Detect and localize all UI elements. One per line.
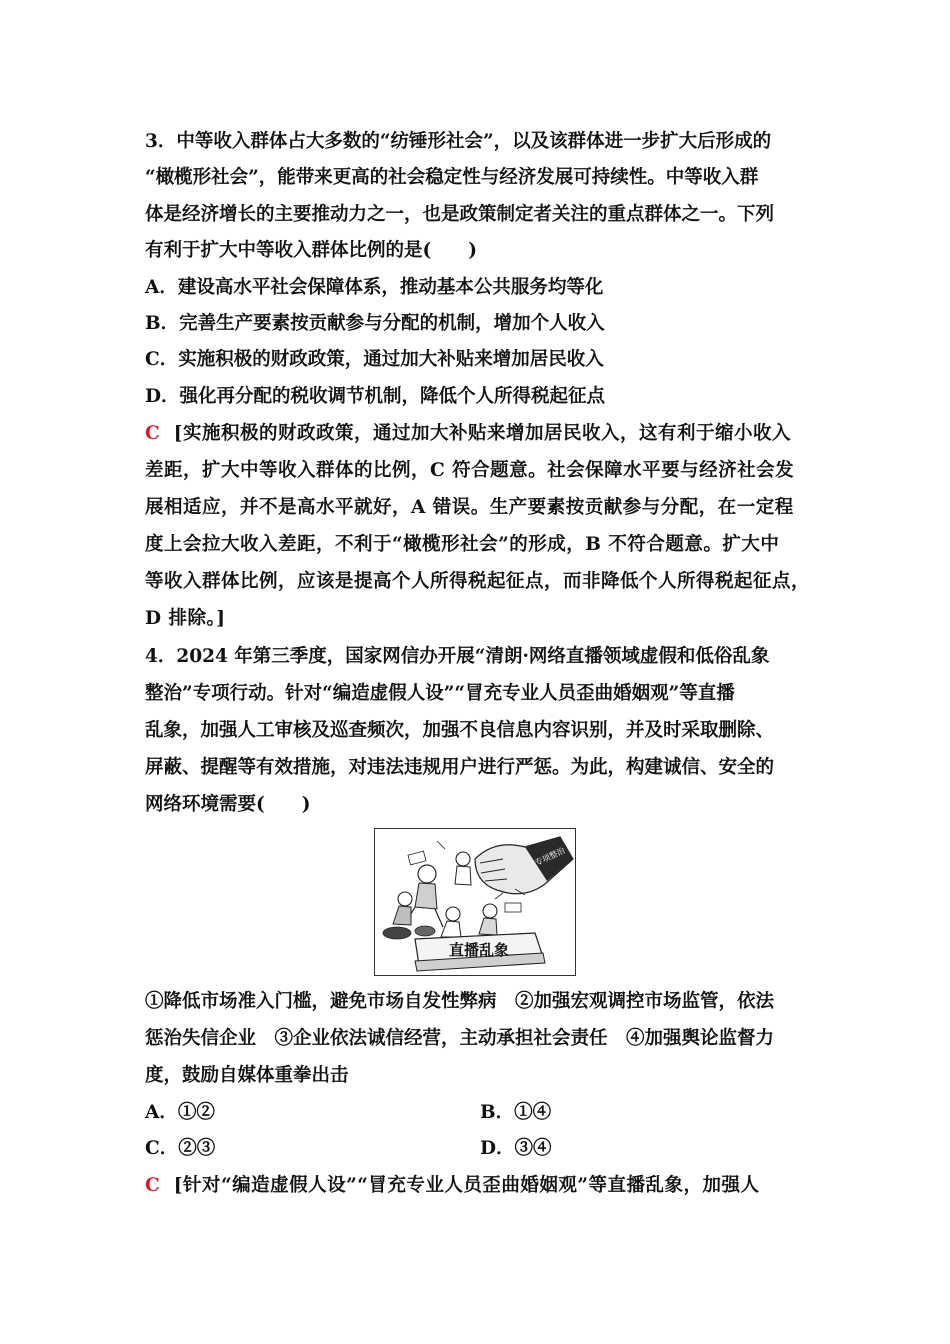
q4-explanation-1: [针对“编造虚假人设”“冒充专业人员歪曲婚姻观”等直播乱象，加强人 bbox=[173, 1175, 760, 1196]
q3-stem-line-4: 有利于扩大中等收入群体比例的是( ) bbox=[145, 240, 478, 261]
q3-explanation-3: 展相适应，并不是高水平就好，A 错误。生产要素按贡献参与分配，在一定程 bbox=[145, 497, 794, 518]
q4-stem-line-3: 乱象，加强人工审核及巡查频次，加强不良信息内容识别，并及时采取删除、 bbox=[145, 720, 775, 741]
q3-option-d: D．强化再分配的税收调节机制，降低个人所得税起征点 bbox=[145, 386, 606, 407]
q3-stem-line-3: 体是经济增长的主要推动力之一，也是政策制定者关注的重点群体之一。下列 bbox=[145, 204, 775, 225]
q4-stem-line-1: 4．2024 年第三季度，国家网信办开展“清朗·网络直播领域虚假和低俗乱象 bbox=[145, 646, 770, 667]
q4-answer-key: C bbox=[145, 1175, 160, 1196]
q4-statements-line-2: 惩治失信企业 ③企业依法诚信经营，主动承担社会责任 ④加强舆论监督力 bbox=[145, 1028, 775, 1049]
q4-stem-line-4: 屏蔽、提醒等有效措施，对违法违规用户进行严惩。为此，构建诚信、安全的 bbox=[145, 757, 775, 778]
q4-stem-line-5: 网络环境需要( ) bbox=[145, 794, 311, 815]
q3-stem-line-2: “橄榄形社会”，能带来更高的社会稳定性与经济发展可持续性。中等收入群 bbox=[145, 167, 759, 188]
q3-explanation-6: D 排除。] bbox=[145, 608, 226, 629]
fist-label: 专项整治 bbox=[533, 845, 567, 868]
q3-option-b: B．完善生产要素按贡献参与分配的机制，增加个人收入 bbox=[145, 313, 605, 334]
q3-stem-line-1: 3．中等收入群体占大多数的“纺锤形社会”，以及该群体进一步扩大后形成的 bbox=[145, 131, 772, 152]
q3-answer-line-1 bbox=[145, 422, 815, 446]
q3-option-a: A．建设高水平社会保障体系，推动基本公共服务均等化 bbox=[145, 277, 604, 298]
q3-explanation-5: 等收入群体比例，应该是提高个人所得税起征点，而非降低个人所得税起征点， bbox=[145, 571, 811, 592]
cartoon-figure bbox=[374, 828, 576, 976]
q4-statements-line-1: ①降低市场准入门槛，避免市场自发性弊病 ②加强宏观调控市场监管，依法 bbox=[145, 991, 775, 1012]
q4-answer-line-1 bbox=[145, 1174, 815, 1198]
q4-stem-line-2: 整治”专项行动。针对“编造虚假人设”“冒充专业人员歪曲婚姻观”等直播 bbox=[145, 683, 735, 704]
banner-text: 直播乱象 bbox=[448, 941, 510, 959]
cartoon-illustration bbox=[375, 829, 575, 975]
q3-explanation-4: 度上会拉大收入差距，不利于“橄榄形社会”的形成，B 不符合题意。扩大中 bbox=[145, 534, 780, 555]
q3-explanation-2: 差距，扩大中等收入群体的比例，C 符合题意。社会保障水平要与经济社会发 bbox=[145, 460, 795, 481]
q4-option-b: B．①④ bbox=[480, 1102, 552, 1123]
q4-statements-line-3: 度，鼓励自媒体重拳出击 bbox=[145, 1065, 349, 1086]
q4-option-a: A．①② bbox=[145, 1102, 215, 1123]
q3-answer-key: C bbox=[145, 423, 160, 444]
q3-option-c: C．实施积极的财政政策，通过加大补贴来增加居民收入 bbox=[145, 349, 604, 370]
q4-option-d: D．③④ bbox=[480, 1138, 552, 1159]
q4-option-c: C．②③ bbox=[145, 1138, 216, 1159]
q3-explanation-1: [实施积极的财政政策，通过加大补贴来增加居民收入，这有利于缩小收入 bbox=[173, 423, 791, 444]
